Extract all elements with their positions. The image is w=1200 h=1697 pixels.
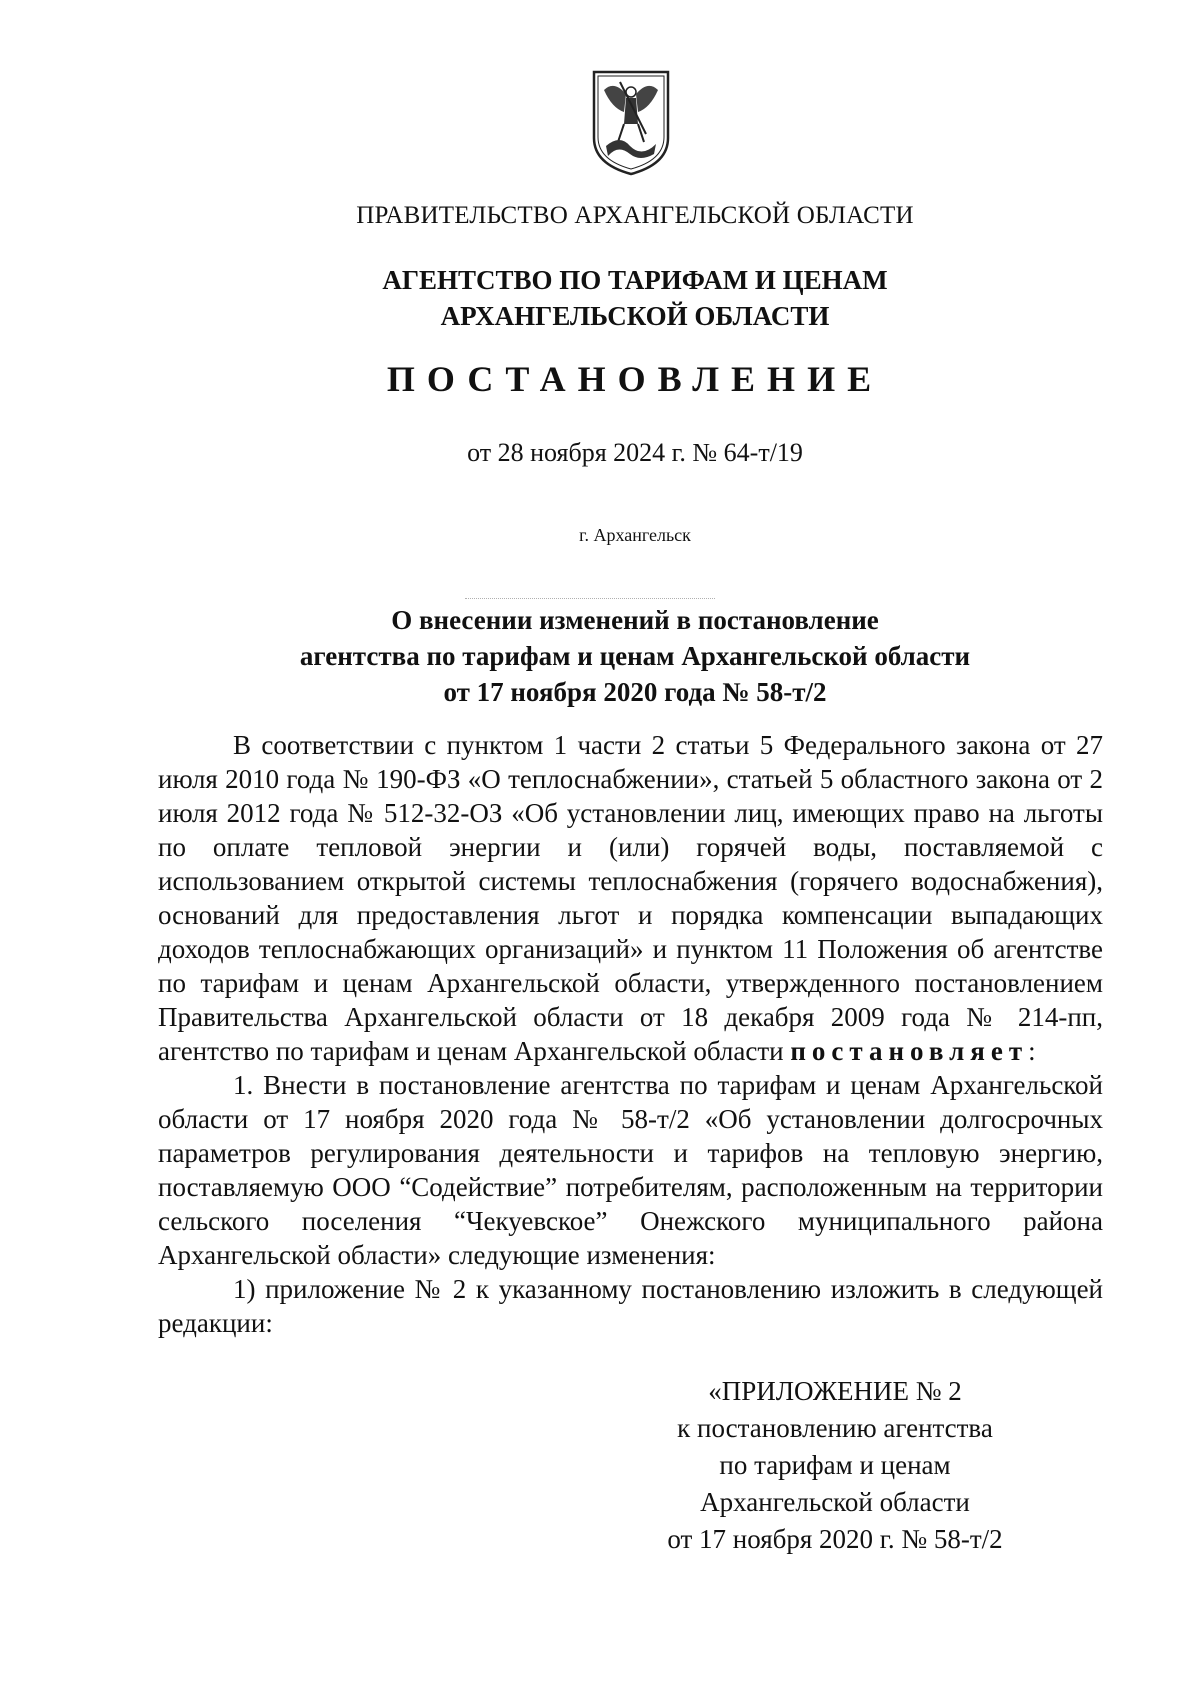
subject-line2: агентства по тарифам и ценам Архангельской области (299, 641, 971, 671)
appendix-line5: от 17 ноября 2020 г. № 58-т/2 (667, 1524, 1003, 1554)
appendix-line4: Архангельской области (700, 1487, 970, 1517)
paragraph-preamble (158, 728, 1103, 1068)
paragraph-subitem-1: 1) приложение № 2 к указанному постановлению изложить в следующей редакции: (158, 1274, 1103, 1338)
resolves-keyword: постановляет (790, 1036, 1029, 1066)
appendix-heading (645, 1373, 1025, 1558)
document-city: г. Архангельск (579, 525, 691, 545)
agency-name-line2: АРХАНГЕЛЬСКОЙ ОБЛАСТИ (440, 301, 830, 331)
document-type: ПОСТАНОВЛЕНИЕ (386, 359, 884, 399)
appendix-line3: по тарифам и ценам (719, 1450, 951, 1480)
preamble-text: В соответствии с пунктом 1 части 2 статьи 5 Федерального закона от 27 июля 2010 года № 190-ФЗ «О теплоснабжении», статьей 5 областного закона от 2 июля 2012 года № 512-32-ОЗ «Об установлении лиц, имеющих право на льготы по оплате тепловой энергии и (или) горячей воды, поставляемой с использованием открытой системы теплоснабжения (горячего водоснабжения), оснований для предоставления льгот и порядка компенсации выпадающих доходов теплоснабжающих организаций» и пунктом 11 Положения об агентстве по тарифам и ценам Архангельской области, утвержденного постановлением Правительства Архангельской области от 18 декабря 2009 года № 214-пп, агентство по тарифам и ценам Архангельской области (158, 730, 1103, 1066)
document-date-number: от 28 ноября 2024 г. № 64-т/19 (467, 438, 803, 467)
agency-name-line1: АГЕНТСТВО ПО ТАРИФАМ И ЦЕНАМ (382, 265, 888, 295)
subject-line1: О внесении изменений в постановление (391, 605, 879, 635)
document-subject (0, 602, 1200, 710)
agency-name (0, 262, 1200, 334)
divider (465, 598, 715, 599)
appendix-line1: «ПРИЛОЖЕНИЕ № 2 (708, 1376, 962, 1406)
appendix-line2: к постановлению агентства (677, 1413, 993, 1443)
preamble-end: : (1028, 1036, 1036, 1066)
document-body (158, 728, 1103, 1340)
government-name: ПРАВИТЕЛЬСТВО АРХАНГЕЛЬСКОЙ ОБЛАСТИ (356, 202, 914, 229)
coat-of-arms-icon (590, 68, 672, 178)
subject-line3: от 17 ноября 2020 года № 58-т/2 (443, 677, 827, 707)
paragraph-item-1: 1. Внести в постановление агентства по тарифам и ценам Архангельской области от 17 ноября 2020 года № 58-т/2 «Об установлении долгосрочных параметров регулирования деятельности и тарифов на тепловую энергию, поставляемую ООО “Содействие” потребителям, расположенным на территории сельского поселения “Чекуевское” Онежского муниципального района Архангельской области» следующие изменения: (158, 1070, 1103, 1270)
